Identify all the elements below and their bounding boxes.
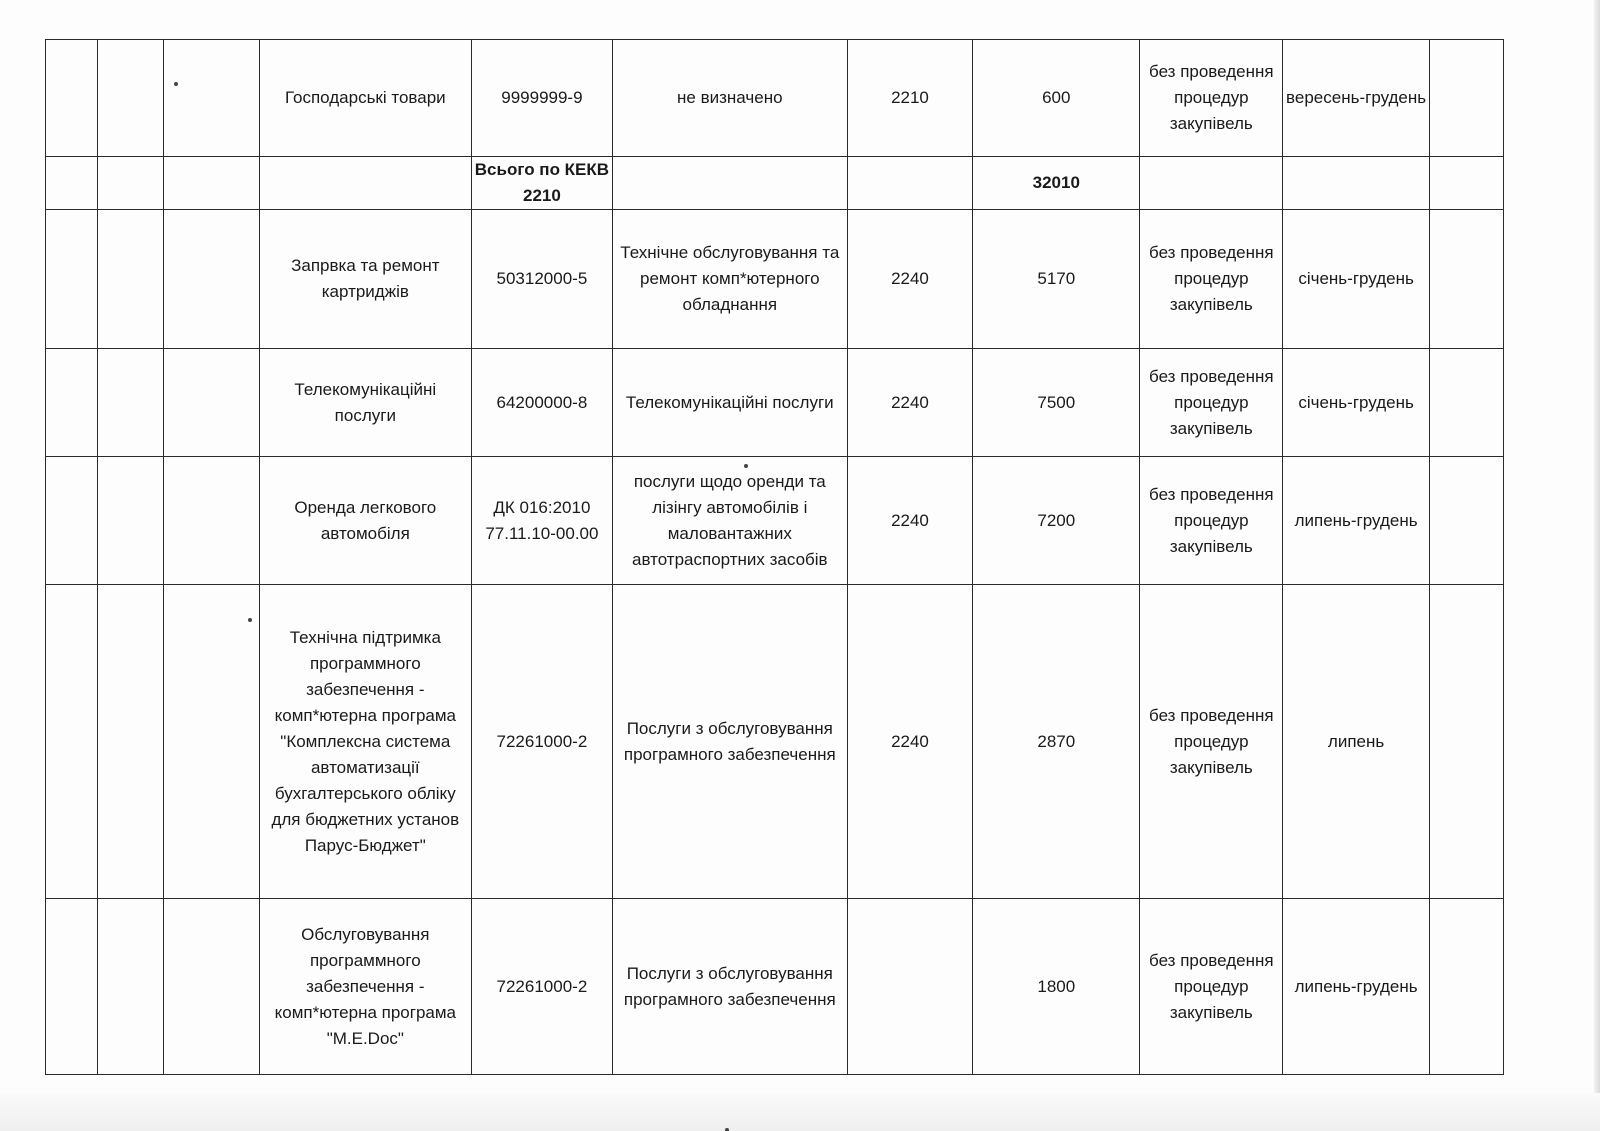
item-description-cell: Послуги з обслуговування програмного забезпечення — [612, 585, 847, 899]
item-description-cell: Телекомунікаційні послуги — [612, 349, 847, 457]
procedure-cell: без проведення процедур закупівель — [1140, 210, 1283, 349]
kekv-cell: 2240 — [847, 349, 972, 457]
empty-cell — [164, 585, 259, 899]
item-name-cell: Телекомунікаційні послуги — [259, 349, 472, 457]
scan-edge-bottom — [0, 1093, 1600, 1131]
empty-cell — [98, 585, 164, 899]
period-cell: липень — [1283, 585, 1430, 899]
item-description-cell: Технічне обслуговування та ремонт комп*ютерного обладнання — [612, 210, 847, 349]
empty-cell — [46, 157, 98, 210]
item-code-cell: 72261000-2 — [472, 585, 613, 899]
item-name-cell: Обслуговування программного забезпечення - комп*ютерна програма "M.E.Doc" — [259, 899, 472, 1075]
item-name-cell: Оренда легкового автомобіля — [259, 457, 472, 585]
amount-cell: 7200 — [973, 457, 1140, 585]
scan-edge-right — [1594, 0, 1600, 1131]
item-name-cell: Господарські товари — [259, 40, 472, 157]
procedure-cell: без проведення процедур закупівель — [1140, 349, 1283, 457]
item-description-cell: Послуги з обслуговування програмного забезпечення — [612, 899, 847, 1075]
kekv-cell: 2240 — [847, 457, 972, 585]
empty-cell — [1430, 40, 1504, 157]
empty-cell — [164, 40, 259, 157]
procedure-cell: без проведення процедур закупівель — [1140, 585, 1283, 899]
empty-cell — [46, 40, 98, 157]
period-cell: вересень-грудень — [1283, 40, 1430, 157]
empty-cell — [612, 157, 847, 210]
empty-cell — [46, 899, 98, 1075]
empty-cell — [164, 457, 259, 585]
procedure-cell: без проведення процедур закупівель — [1140, 457, 1283, 585]
scan-speck — [248, 618, 252, 622]
period-cell: січень-грудень — [1283, 349, 1430, 457]
procedure-cell: без проведення процедур закупівель — [1140, 40, 1283, 157]
amount-cell: 1800 — [973, 899, 1140, 1075]
empty-cell — [164, 157, 259, 210]
procurement-plan-table — [45, 39, 1504, 1075]
empty-cell — [98, 457, 164, 585]
scan-speck — [744, 464, 748, 468]
empty-cell — [1430, 457, 1504, 585]
kekv-cell: 2210 — [847, 40, 972, 157]
empty-cell — [1430, 349, 1504, 457]
item-code-cell: 64200000-8 — [472, 349, 613, 457]
item-code-cell: 50312000-5 — [472, 210, 613, 349]
total-label-cell: Всього по КЕКВ 2210 — [472, 157, 613, 210]
empty-cell — [164, 210, 259, 349]
empty-cell — [1430, 157, 1504, 210]
period-cell: січень-грудень — [1283, 210, 1430, 349]
table-row — [46, 457, 1504, 585]
item-code-cell: 9999999-9 — [472, 40, 613, 157]
table-row — [46, 40, 1504, 157]
empty-cell — [1430, 210, 1504, 349]
empty-cell — [164, 899, 259, 1075]
empty-cell — [98, 210, 164, 349]
empty-cell — [46, 210, 98, 349]
amount-cell: 7500 — [973, 349, 1140, 457]
empty-cell — [98, 157, 164, 210]
item-code-cell: 72261000-2 — [472, 899, 613, 1075]
total-row — [46, 157, 1504, 210]
kekv-cell: 2240 — [847, 210, 972, 349]
total-amount-cell: 32010 — [973, 157, 1140, 210]
empty-cell — [98, 40, 164, 157]
amount-cell: 5170 — [973, 210, 1140, 349]
table-row — [46, 210, 1504, 349]
scan-speck — [174, 82, 178, 86]
period-cell: липень-грудень — [1283, 457, 1430, 585]
kekv-cell: 2240 — [847, 585, 972, 899]
item-name-cell: Технічна підтримка программного забезпечення - комп*ютерна програма "Комплексна система автоматизації бухгалтерського обліку для бюджетних установ Парус-Бюджет" — [259, 585, 472, 899]
empty-cell — [1140, 157, 1283, 210]
empty-cell — [259, 157, 472, 210]
item-description-cell: не визначено — [612, 40, 847, 157]
item-name-cell: Запрвка та ремонт картриджів — [259, 210, 472, 349]
empty-cell — [46, 349, 98, 457]
table-row — [46, 349, 1504, 457]
empty-cell — [46, 585, 98, 899]
empty-cell — [98, 349, 164, 457]
empty-cell — [1430, 899, 1504, 1075]
kekv-cell — [847, 899, 972, 1075]
period-cell: липень-грудень — [1283, 899, 1430, 1075]
amount-cell: 600 — [973, 40, 1140, 157]
item-code-cell: ДК 016:2010 77.11.10-00.00 — [472, 457, 613, 585]
table-row — [46, 585, 1504, 899]
empty-cell — [1283, 157, 1430, 210]
amount-cell: 2870 — [973, 585, 1140, 899]
empty-cell — [847, 157, 972, 210]
table-row — [46, 899, 1504, 1075]
empty-cell — [98, 899, 164, 1075]
empty-cell — [46, 457, 98, 585]
item-description-cell: послуги щодо оренди та лізінгу автомобілів і маловантажних автотраспортних засобів — [612, 457, 847, 585]
empty-cell — [164, 349, 259, 457]
empty-cell — [1430, 585, 1504, 899]
procedure-cell: без проведення процедур закупівель — [1140, 899, 1283, 1075]
